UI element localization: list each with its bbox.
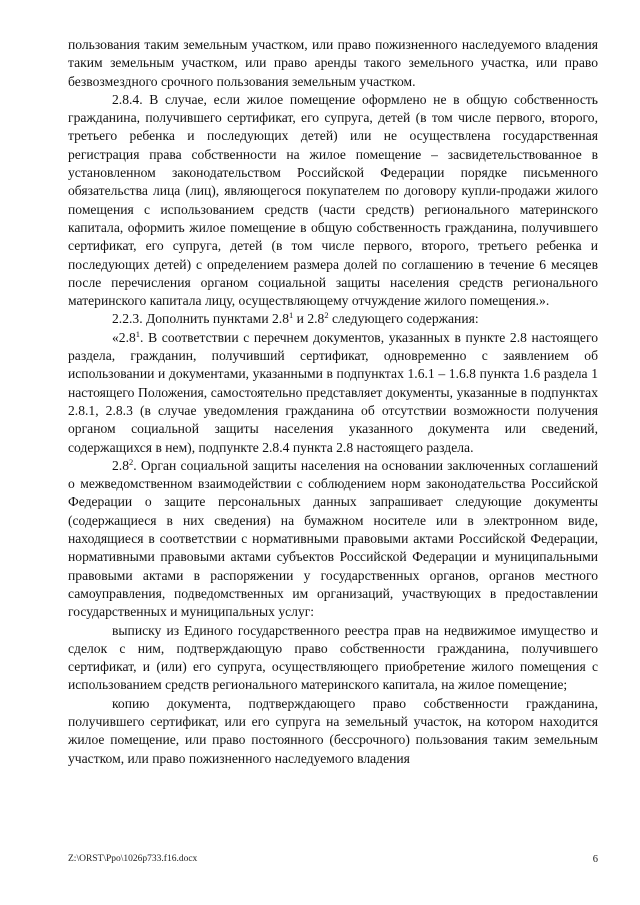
paragraph-2-8-2-text: . Орган социальной защиты населения на основании заключенных соглашений о межведомственном взаимодействии с соблюдением норм законодательства Российской Федерации о защите персональных данных запрашивает следующие документы (содержащиеся в них сведения) на бумажном носителе или в электронном виде, находящиеся в соответствии с нормативными правовыми актами Российской Федерации, нормативными правовыми актами субъектов Российской Федерации и муниципальными правовыми актами в распоряжении у государственных органов, органов местного самоуправления, подведомственных им организаций, участвующих в предоставлении государственных и муниципальных услуг: bbox=[68, 457, 598, 620]
paragraph-2-8-1 bbox=[68, 329, 598, 457]
superscript-2: 2 bbox=[324, 310, 329, 321]
paragraph-continuation: пользования таким земельным участком, или право пожизненного наследуемого владения таким земельным участком, или право аренды такого земельного участка, или право безвозмездного срочного пользования земельным участком. bbox=[68, 37, 598, 89]
paragraph-2-2-3-text-c: следующего содержания: bbox=[328, 311, 479, 327]
page-number: 6 bbox=[592, 854, 598, 865]
superscript-1: 1 bbox=[135, 328, 141, 339]
paragraph-2-8-1-text: . В соответствии с перечнем документов, указанных в пункте 2.8 настоящего раздела, гражданин, получивший сертификат, одновременно с заявлением об использовании и документами, указанными в подпунктах 1.6.1 – 1.6.8 пункта 1.6 раздела 1 настоящего Положения, самостоятельно представляет документы, указанные в подпунктах 2.8.1, 2.8.3 (в случае уведомления гражданина об отсутствии возможности получения органом социальной защиты населения указанного документа или сведений, содержащихся в нем), подпункте 2.8.4 пункта 2.8 настоящего раздела. bbox=[68, 329, 598, 455]
superscript-2: 2 bbox=[129, 456, 134, 467]
paragraph-copy-document: копию документа, подтверждающего право собственности гражданина, получившего сертификат, или его супруга на земельный участок, на котором находится жилое помещение, или право постоянного (бессрочного) пользования таким земельным участком, или право пожизненного наследуемого владения bbox=[68, 695, 598, 766]
paragraph-2-8-2 bbox=[68, 457, 598, 622]
superscript-1: 1 bbox=[289, 310, 294, 321]
document-body bbox=[68, 36, 598, 768]
paragraph-extract: выписку из Единого государственного реестра прав на недвижимое имущество и сделок с ним, подтверждающую право собственности гражданина, получившего сертификат, и (или) его супруга, осуществляющего приобретение жилого помещения с использованием средств регионального материнского капитала, на жилое помещение; bbox=[68, 622, 598, 693]
file-path: Z:\ORST\Ppo\1026p733.f16.docx bbox=[68, 854, 198, 864]
paragraph-2-2-3-text-a: 2.2.3. Дополнить пунктами 2.8 bbox=[112, 311, 289, 327]
paragraph-2-2-3-text-b: и 2.8 bbox=[293, 311, 325, 327]
paragraph-2-8-4: 2.8.4. В случае, если жилое помещение оформлено не в общую собственность гражданина, получившего сертификат, его супруга, детей (в том числе первого, второго, третьего ребенка и последующих детей) или не осуществлена государственная регистрация права собственности на жилое помещение – засвидетельствованное в установленном законодательством Российской Федерации порядке письменного обязательства лица (лиц), являющегося покупателем по договору купли-продажи жилого помещения с использованием средств (части средств) регионального материнского капитала, оформить жилое помещение в общую собственность гражданина, получившего сертификат, его супруга, детей (в том числе первого, второго, третьего ребенка и последующих детей) с определением размера долей по соглашению в течение 6 месяцев после перечисления органом социальной защиты населения средств регионального материнского капитала лицу, осуществляющему отчуждение жилого помещения.». bbox=[68, 91, 598, 309]
paragraph-2-8-2-number: 2.8 bbox=[112, 457, 129, 473]
paragraph-2-2-3 bbox=[68, 310, 598, 328]
paragraph-2-8-1-number: «2.8 bbox=[112, 329, 136, 345]
